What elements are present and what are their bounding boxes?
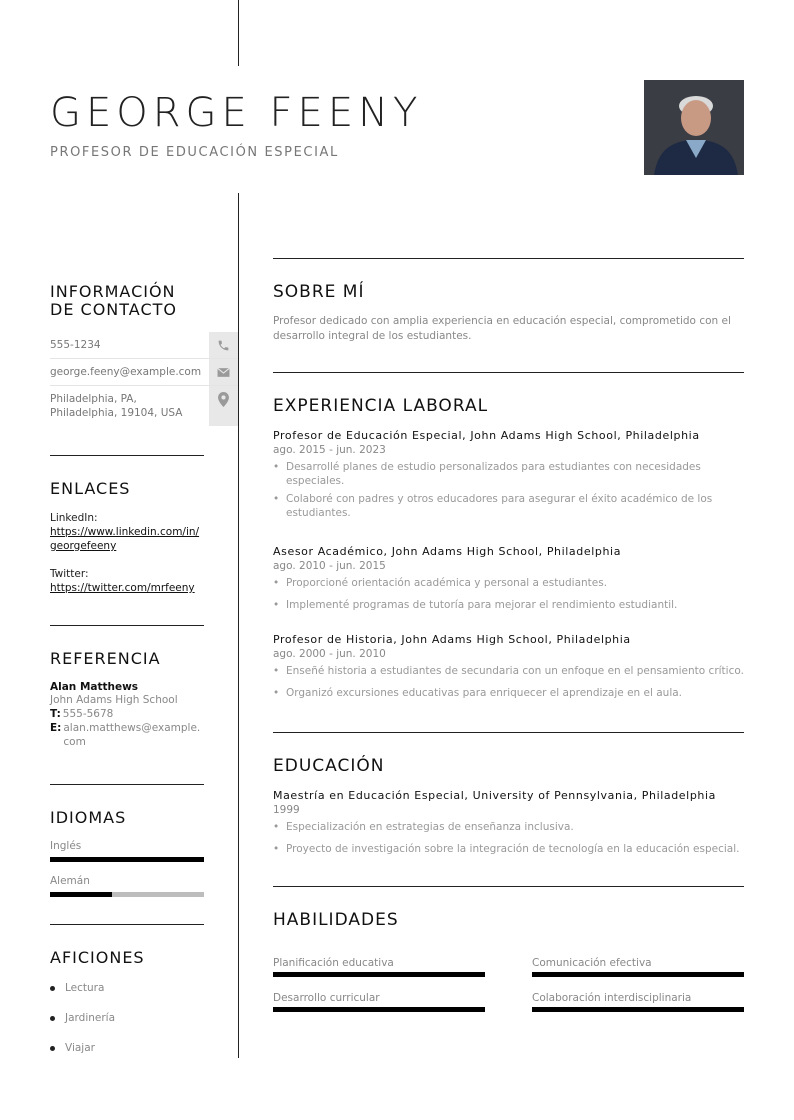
- education-bullet: • Especialización en estrategias de enseñanza inclusiva.: [273, 820, 748, 834]
- linkedin-link[interactable]: https://www.linkedin.com/in/georgefeeny: [50, 526, 200, 552]
- job-entry: [273, 545, 748, 612]
- hobbies-list: [50, 973, 204, 1063]
- address-line1: Philadelphia, PA,: [50, 393, 137, 405]
- hobby-label: Jardinería: [65, 1012, 116, 1024]
- reference-email-row: [50, 721, 204, 749]
- sidebar-divider: [50, 455, 204, 456]
- column-divider-line: [238, 193, 239, 1058]
- section-divider: [273, 258, 744, 259]
- hobby-label: Lectura: [65, 982, 105, 994]
- reference-email-label: E:: [50, 722, 62, 734]
- location-pin-icon: [209, 386, 238, 426]
- skill-name: Colaboración interdisciplinaria: [532, 992, 692, 1004]
- education-bullet: • Proyecto de investigación sobre la integración de tecnología en la educación especial.: [273, 842, 748, 856]
- skill-item: [273, 992, 485, 1012]
- reference-block: [50, 681, 204, 749]
- job-title: Asesor Académico, John Adams High School, Philadelphia: [273, 545, 622, 558]
- language-level-fill: [50, 857, 204, 862]
- list-item: [50, 973, 204, 1003]
- bullet-dot-icon: [50, 1046, 55, 1051]
- contact-heading-line2: DE CONTACTO: [50, 300, 177, 319]
- reference-phone-label: T:: [50, 708, 61, 720]
- hobbies-heading: AFICIONES: [50, 948, 145, 967]
- contact-phone: 555-1234: [50, 339, 101, 351]
- about-heading: SOBRE MÍ: [273, 282, 365, 302]
- contact-phone-row: [50, 332, 238, 359]
- skill-name: Desarrollo curricular: [273, 992, 380, 1004]
- list-item: [50, 1033, 204, 1063]
- language-level-bar: [50, 892, 204, 897]
- portrait-image: [644, 80, 744, 175]
- candidate-title: PROFESOR DE EDUCACIÓN ESPECIAL: [50, 145, 339, 160]
- job-dates: ago. 2000 - jun. 2010: [273, 648, 386, 660]
- contact-heading: [50, 283, 204, 319]
- job-entry: [273, 429, 748, 520]
- language-item: [50, 840, 204, 862]
- job-bullet: • Organizó excursiones educativas para enriquecer el aprendizaje en el aula.: [273, 686, 748, 700]
- sidebar-divider: [50, 924, 204, 925]
- twitter-link[interactable]: https://twitter.com/mrfeeny: [50, 582, 195, 594]
- language-name: Alemán: [50, 875, 90, 887]
- skill-name: Planificación educativa: [273, 957, 394, 969]
- links-heading: ENLACES: [50, 479, 131, 498]
- reference-heading: REFERENCIA: [50, 649, 161, 668]
- language-level-fill: [50, 892, 112, 897]
- contact-email-row: [50, 359, 238, 386]
- language-name: Inglés: [50, 840, 82, 852]
- skill-item: [532, 992, 744, 1012]
- bullet-dot-icon: [50, 1016, 55, 1021]
- address-line2: Philadelphia, 19104, USA: [50, 407, 183, 419]
- envelope-icon: [209, 359, 238, 385]
- sidebar-divider: [50, 625, 204, 626]
- skill-level-bar: [273, 972, 485, 977]
- language-item: [50, 875, 204, 897]
- job-title: Profesor de Educación Especial, John Adams High School, Philadelphia: [273, 429, 700, 442]
- reference-phone: 555-5678: [62, 708, 114, 720]
- reference-phone-row: [50, 707, 204, 721]
- reference-company: John Adams High School: [50, 694, 178, 706]
- degree-title: Maestría en Educación Especial, University of Pennsylvania, Philadelphia: [273, 789, 716, 802]
- job-dates: ago. 2010 - jun. 2015: [273, 560, 386, 572]
- skill-level-bar: [532, 1007, 744, 1012]
- reference-name: Alan Matthews: [50, 681, 139, 693]
- bullet-dot-icon: [50, 986, 55, 991]
- language-level-bar: [50, 857, 204, 862]
- skill-item: [273, 957, 485, 977]
- about-text: Profesor dedicado con amplia experiencia en educación especial, comprometido con el desarrollo integral de los estudiantes.: [273, 315, 731, 342]
- twitter-label: Twitter:: [50, 568, 89, 580]
- list-item: [50, 1003, 204, 1033]
- hobby-label: Viajar: [65, 1042, 95, 1054]
- skill-name: Comunicación efectiva: [532, 957, 652, 969]
- linkedin-label: LinkedIn:: [50, 512, 98, 524]
- languages-heading: IDIOMAS: [50, 808, 127, 827]
- experience-heading: EXPERIENCIA LABORAL: [273, 396, 489, 416]
- contact-address-row: [50, 386, 238, 426]
- profile-photo: [644, 80, 744, 175]
- job-bullet: • Colaboré con padres y otros educadores para asegurar el éxito académico de los estudiantes.: [273, 492, 748, 520]
- job-dates: ago. 2015 - jun. 2023: [273, 444, 386, 456]
- links-list: [50, 511, 204, 595]
- skill-item: [532, 957, 744, 977]
- education-heading: EDUCACIÓN: [273, 756, 385, 776]
- job-title: Profesor de Historia, John Adams High School, Philadelphia: [273, 633, 631, 646]
- contact-email: george.feeny@example.com: [50, 366, 202, 378]
- education-entry: [273, 789, 748, 856]
- job-entry: [273, 633, 748, 700]
- degree-year: 1999: [273, 804, 300, 816]
- job-bullet: • Enseñé historia a estudiantes de secundaria con un enfoque en el pensamiento crítico.: [273, 664, 748, 678]
- section-divider: [273, 372, 744, 373]
- contact-address: [50, 392, 205, 420]
- sidebar-divider: [50, 784, 204, 785]
- job-bullet: • Proporcioné orientación académica y personal a estudiantes.: [273, 576, 748, 590]
- phone-icon: [209, 332, 238, 358]
- skills-heading: HABILIDADES: [273, 910, 399, 930]
- candidate-name: GEORGE FEENY: [50, 90, 423, 136]
- job-bullet: • Desarrollé planes de estudio personalizados para estudiantes con necesidades especiales.: [273, 460, 748, 488]
- skill-level-bar: [532, 972, 744, 977]
- reference-email: alan.matthews@example.com: [63, 722, 201, 748]
- skill-level-bar: [273, 1007, 485, 1012]
- job-bullet: • Implementé programas de tutoría para mejorar el rendimiento estudiantil.: [273, 598, 748, 612]
- top-divider-line: [238, 0, 239, 66]
- contact-heading-line1: INFORMACIÓN: [50, 282, 176, 301]
- section-divider: [273, 886, 744, 887]
- section-divider: [273, 732, 744, 733]
